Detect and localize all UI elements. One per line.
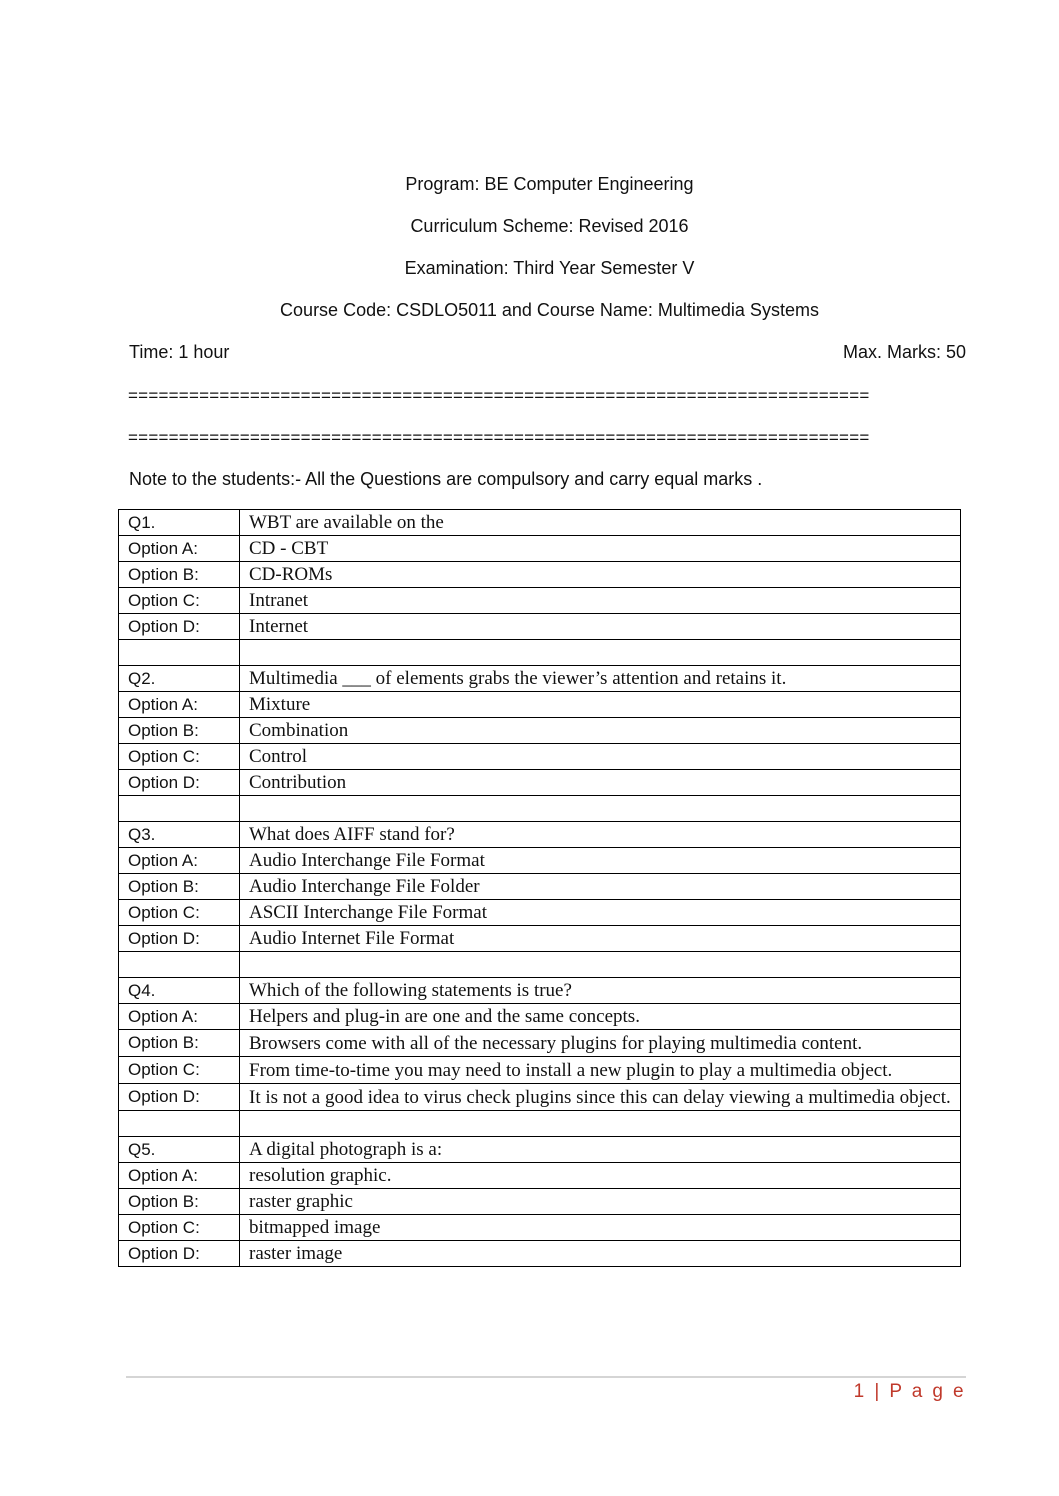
option-text: It is not a good idea to virus check plugins since this can delay viewing a multimedia object. [240, 1084, 961, 1111]
option-text: Intranet [240, 588, 961, 614]
option-text: CD - CBT [240, 536, 961, 562]
option-text: Contribution [240, 770, 961, 796]
spacer-row [119, 640, 961, 666]
option-text: ASCII Interchange File Format [240, 900, 961, 926]
question-row [119, 510, 961, 536]
separator-line: ========================================================================= [128, 428, 870, 447]
curriculum-scheme: Curriculum Scheme: Revised 2016 [410, 216, 689, 236]
course-title: Course Code: CSDLO5011 and Course Name: Multimedia Systems [280, 300, 819, 320]
option-text: CD-ROMs [240, 562, 961, 588]
option-row [119, 874, 961, 900]
option-label: Option A: [119, 692, 240, 718]
option-label: Option B: [119, 874, 240, 900]
option-row [119, 1084, 961, 1111]
max-marks: Max. Marks: 50 [842, 342, 966, 362]
option-row [119, 926, 961, 952]
option-label: Option A: [119, 536, 240, 562]
option-label: Option D: [119, 770, 240, 796]
option-row [119, 1030, 961, 1057]
option-text: Audio Interchange File Format [240, 848, 961, 874]
option-row [119, 718, 961, 744]
option-row [119, 1004, 961, 1030]
option-text: bitmapped image [240, 1215, 961, 1241]
option-text: Mixture [240, 692, 961, 718]
question-text: Multimedia ___ of elements grabs the viewer’s attention and retains it. [240, 666, 961, 692]
option-label: Option B: [119, 1189, 240, 1215]
option-label: Option C: [119, 1215, 240, 1241]
option-label: Option D: [119, 1241, 240, 1267]
option-row [119, 536, 961, 562]
option-row [119, 848, 961, 874]
option-text: Helpers and plug-in are one and the same concepts. [240, 1004, 961, 1030]
question-row [119, 978, 961, 1004]
option-text: Audio Interchange File Folder [240, 874, 961, 900]
empty-cell [240, 952, 961, 978]
option-text: Control [240, 744, 961, 770]
spacer-row [119, 796, 961, 822]
separator-line: ========================================================================= [128, 386, 870, 405]
option-text: Audio Internet File Format [240, 926, 961, 952]
spacer-row [119, 952, 961, 978]
option-row [119, 770, 961, 796]
option-row [119, 588, 961, 614]
question-table [118, 509, 961, 1267]
option-row [119, 614, 961, 640]
page-number: 1 | P a g e [853, 1381, 966, 1402]
question-text: What does AIFF stand for? [240, 822, 961, 848]
option-row [119, 692, 961, 718]
note-to-students: Note to the students:- All the Questions are compulsory and carry equal marks . [129, 469, 763, 489]
option-text: Browsers come with all of the necessary plugins for playing multimedia content. [240, 1030, 961, 1057]
examination-title: Examination: Third Year Semester V [404, 258, 695, 278]
option-label: Option C: [119, 1057, 240, 1084]
option-label: Option C: [119, 900, 240, 926]
question-row [119, 666, 961, 692]
empty-cell [240, 1111, 961, 1137]
empty-cell [119, 1111, 240, 1137]
option-row [119, 1215, 961, 1241]
question-text: WBT are available on the [240, 510, 961, 536]
option-text: Combination [240, 718, 961, 744]
question-label: Q5. [119, 1137, 240, 1163]
option-row [119, 1189, 961, 1215]
question-text: A digital photograph is a: [240, 1137, 961, 1163]
spacer-row [119, 1111, 961, 1137]
option-row [119, 1163, 961, 1189]
option-text: resolution graphic. [240, 1163, 961, 1189]
option-label: Option B: [119, 562, 240, 588]
question-row [119, 1137, 961, 1163]
program-title: Program: BE Computer Engineering [405, 174, 694, 194]
option-label: Option C: [119, 744, 240, 770]
question-label: Q1. [119, 510, 240, 536]
option-label: Option D: [119, 614, 240, 640]
question-label: Q2. [119, 666, 240, 692]
empty-cell [119, 952, 240, 978]
option-label: Option B: [119, 718, 240, 744]
option-row [119, 744, 961, 770]
question-label: Q3. [119, 822, 240, 848]
option-text: From time-to-time you may need to install a new plugin to play a multimedia object. [240, 1057, 961, 1084]
empty-cell [119, 640, 240, 666]
empty-cell [119, 796, 240, 822]
option-row [119, 900, 961, 926]
question-text: Which of the following statements is true? [240, 978, 961, 1004]
option-label: Option B: [119, 1030, 240, 1057]
option-label: Option D: [119, 926, 240, 952]
option-label: Option A: [119, 1163, 240, 1189]
option-label: Option A: [119, 848, 240, 874]
empty-cell [240, 796, 961, 822]
question-label: Q4. [119, 978, 240, 1004]
question-row [119, 822, 961, 848]
option-label: Option A: [119, 1004, 240, 1030]
option-row [119, 1057, 961, 1084]
exam-time: Time: 1 hour [129, 342, 230, 362]
option-row [119, 562, 961, 588]
option-text: raster image [240, 1241, 961, 1267]
footer-divider [126, 1376, 966, 1378]
option-label: Option C: [119, 588, 240, 614]
empty-cell [240, 640, 961, 666]
option-row [119, 1241, 961, 1267]
option-text: raster graphic [240, 1189, 961, 1215]
option-label: Option D: [119, 1084, 240, 1111]
option-text: Internet [240, 614, 961, 640]
